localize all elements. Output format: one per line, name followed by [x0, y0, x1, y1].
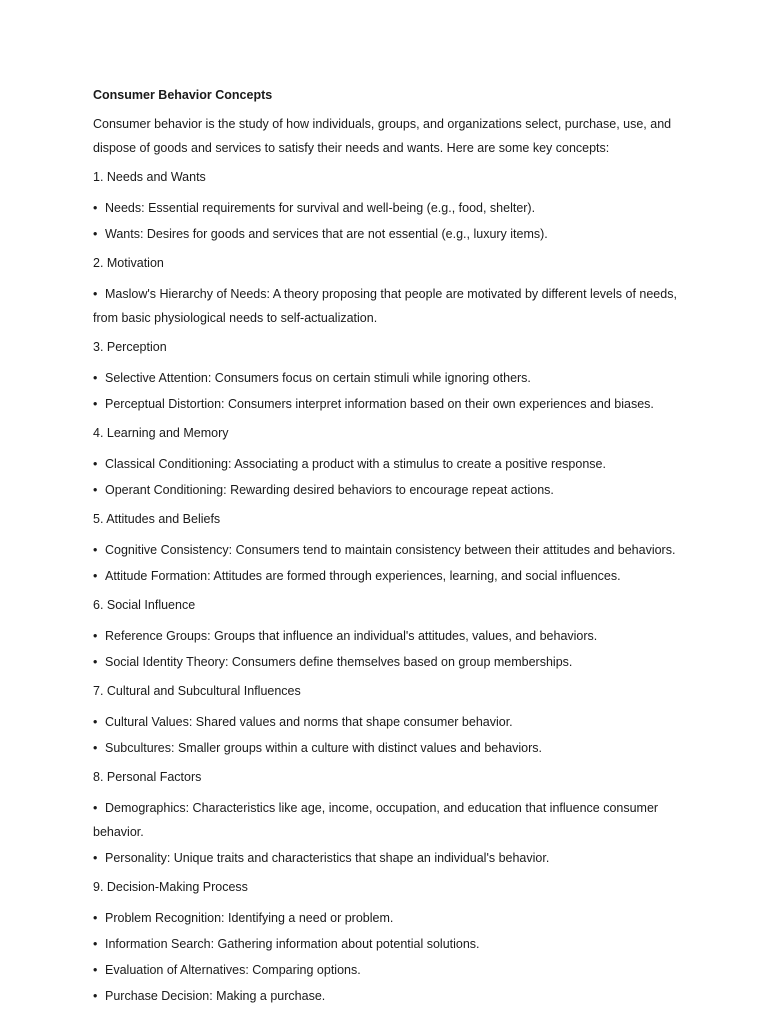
bullet-icon: •: [93, 851, 98, 865]
bullet-icon: •: [93, 287, 98, 301]
list-item: [93, 650, 693, 674]
list-item-text: Subcultures: Smaller groups within a culture with distinct values and behaviors.: [105, 741, 543, 755]
list-item: [93, 958, 693, 982]
list-item-text: Maslow's Hierarchy of Needs: A theory proposing that people are motivated by different levels of needs, from basic physiological needs to self-actualization.: [93, 287, 677, 325]
section-heading: 6. Social Influence: [93, 598, 196, 612]
list-item-text: Wants: Desires for goods and services that are not essential (e.g., luxury items).: [105, 227, 548, 241]
list-item-text: Needs: Essential requirements for survival and well-being (e.g., food, shelter).: [105, 201, 536, 215]
bullet-icon: •: [93, 655, 98, 669]
section-heading: 2. Motivation: [93, 256, 164, 270]
list-item: [93, 366, 693, 390]
list-item-text: Reference Groups: Groups that influence an individual's attitudes, values, and behaviors.: [105, 629, 598, 643]
list-item-text: Purchase Decision: Making a purchase.: [105, 989, 326, 1003]
bullet-icon: •: [93, 201, 98, 215]
list-item: [93, 564, 693, 588]
list-item: [93, 710, 693, 734]
document-body: [93, 88, 693, 1010]
bullet-icon: •: [93, 629, 98, 643]
bullet-icon: •: [93, 741, 98, 755]
list-item: [93, 282, 693, 330]
section-heading: 7. Cultural and Subcultural Influences: [93, 684, 301, 698]
section-heading: 5. Attitudes and Beliefs: [93, 512, 221, 526]
list-item-text: Demographics: Characteristics like age, income, occupation, and education that influence consumer behavior.: [93, 801, 659, 839]
bullet-icon: •: [93, 543, 98, 557]
list-item-text: Personality: Unique traits and characteristics that shape an individual's behavior.: [105, 851, 550, 865]
document-title: Consumer Behavior Concepts: [93, 88, 273, 102]
list-item-text: Attitude Formation: Attitudes are formed through experiences, learning, and social influences.: [105, 569, 621, 583]
list-item: [93, 906, 693, 930]
list-item: [93, 796, 693, 844]
bullet-icon: •: [93, 801, 98, 815]
bullet-icon: •: [93, 989, 98, 1003]
list-item-text: Evaluation of Alternatives: Comparing options.: [105, 963, 361, 977]
list-item: [93, 932, 693, 956]
section-heading: 8. Personal Factors: [93, 770, 202, 784]
list-item: [93, 538, 693, 562]
bullet-icon: •: [93, 937, 98, 951]
list-item: [93, 196, 693, 220]
list-item-text: Classical Conditioning: Associating a product with a stimulus to create a positive response.: [105, 457, 606, 471]
list-item-text: Cultural Values: Shared values and norms that shape consumer behavior.: [105, 715, 513, 729]
list-item-text: Perceptual Distortion: Consumers interpret information based on their own experiences and biases.: [105, 397, 654, 411]
list-item-text: Information Search: Gathering information about potential solutions.: [105, 937, 480, 951]
section-heading: 1. Needs and Wants: [93, 170, 206, 184]
section-heading: 4. Learning and Memory: [93, 426, 229, 440]
list-item-text: Operant Conditioning: Rewarding desired behaviors to encourage repeat actions.: [105, 483, 554, 497]
list-item: [93, 452, 693, 476]
bullet-icon: •: [93, 457, 98, 471]
list-item: [93, 846, 693, 870]
bullet-icon: •: [93, 569, 98, 583]
list-item: [93, 736, 693, 760]
list-item: [93, 984, 693, 1008]
list-item: [93, 222, 693, 246]
list-item-text: Cognitive Consistency: Consumers tend to maintain consistency between their attitudes and behaviors.: [105, 543, 676, 557]
sections-container: [93, 170, 693, 1008]
list-item: [93, 392, 693, 416]
bullet-icon: •: [93, 371, 98, 385]
list-item-text: Problem Recognition: Identifying a need or problem.: [105, 911, 394, 925]
list-item: [93, 624, 693, 648]
list-item: [93, 478, 693, 502]
section-heading: 9. Decision-Making Process: [93, 880, 248, 894]
bullet-icon: •: [93, 227, 98, 241]
bullet-icon: •: [93, 911, 98, 925]
list-item-text: Social Identity Theory: Consumers define themselves based on group memberships.: [105, 655, 573, 669]
bullet-icon: •: [93, 397, 98, 411]
bullet-icon: •: [93, 715, 98, 729]
section-heading: 3. Perception: [93, 340, 167, 354]
bullet-icon: •: [93, 483, 98, 497]
bullet-icon: •: [93, 963, 98, 977]
document-intro: Consumer behavior is the study of how individuals, groups, and organizations select, purchase, use, and dispose of goods and services to satisfy their needs and wants. Here are some key concepts:: [93, 117, 672, 155]
list-item-text: Selective Attention: Consumers focus on certain stimuli while ignoring others.: [105, 371, 531, 385]
